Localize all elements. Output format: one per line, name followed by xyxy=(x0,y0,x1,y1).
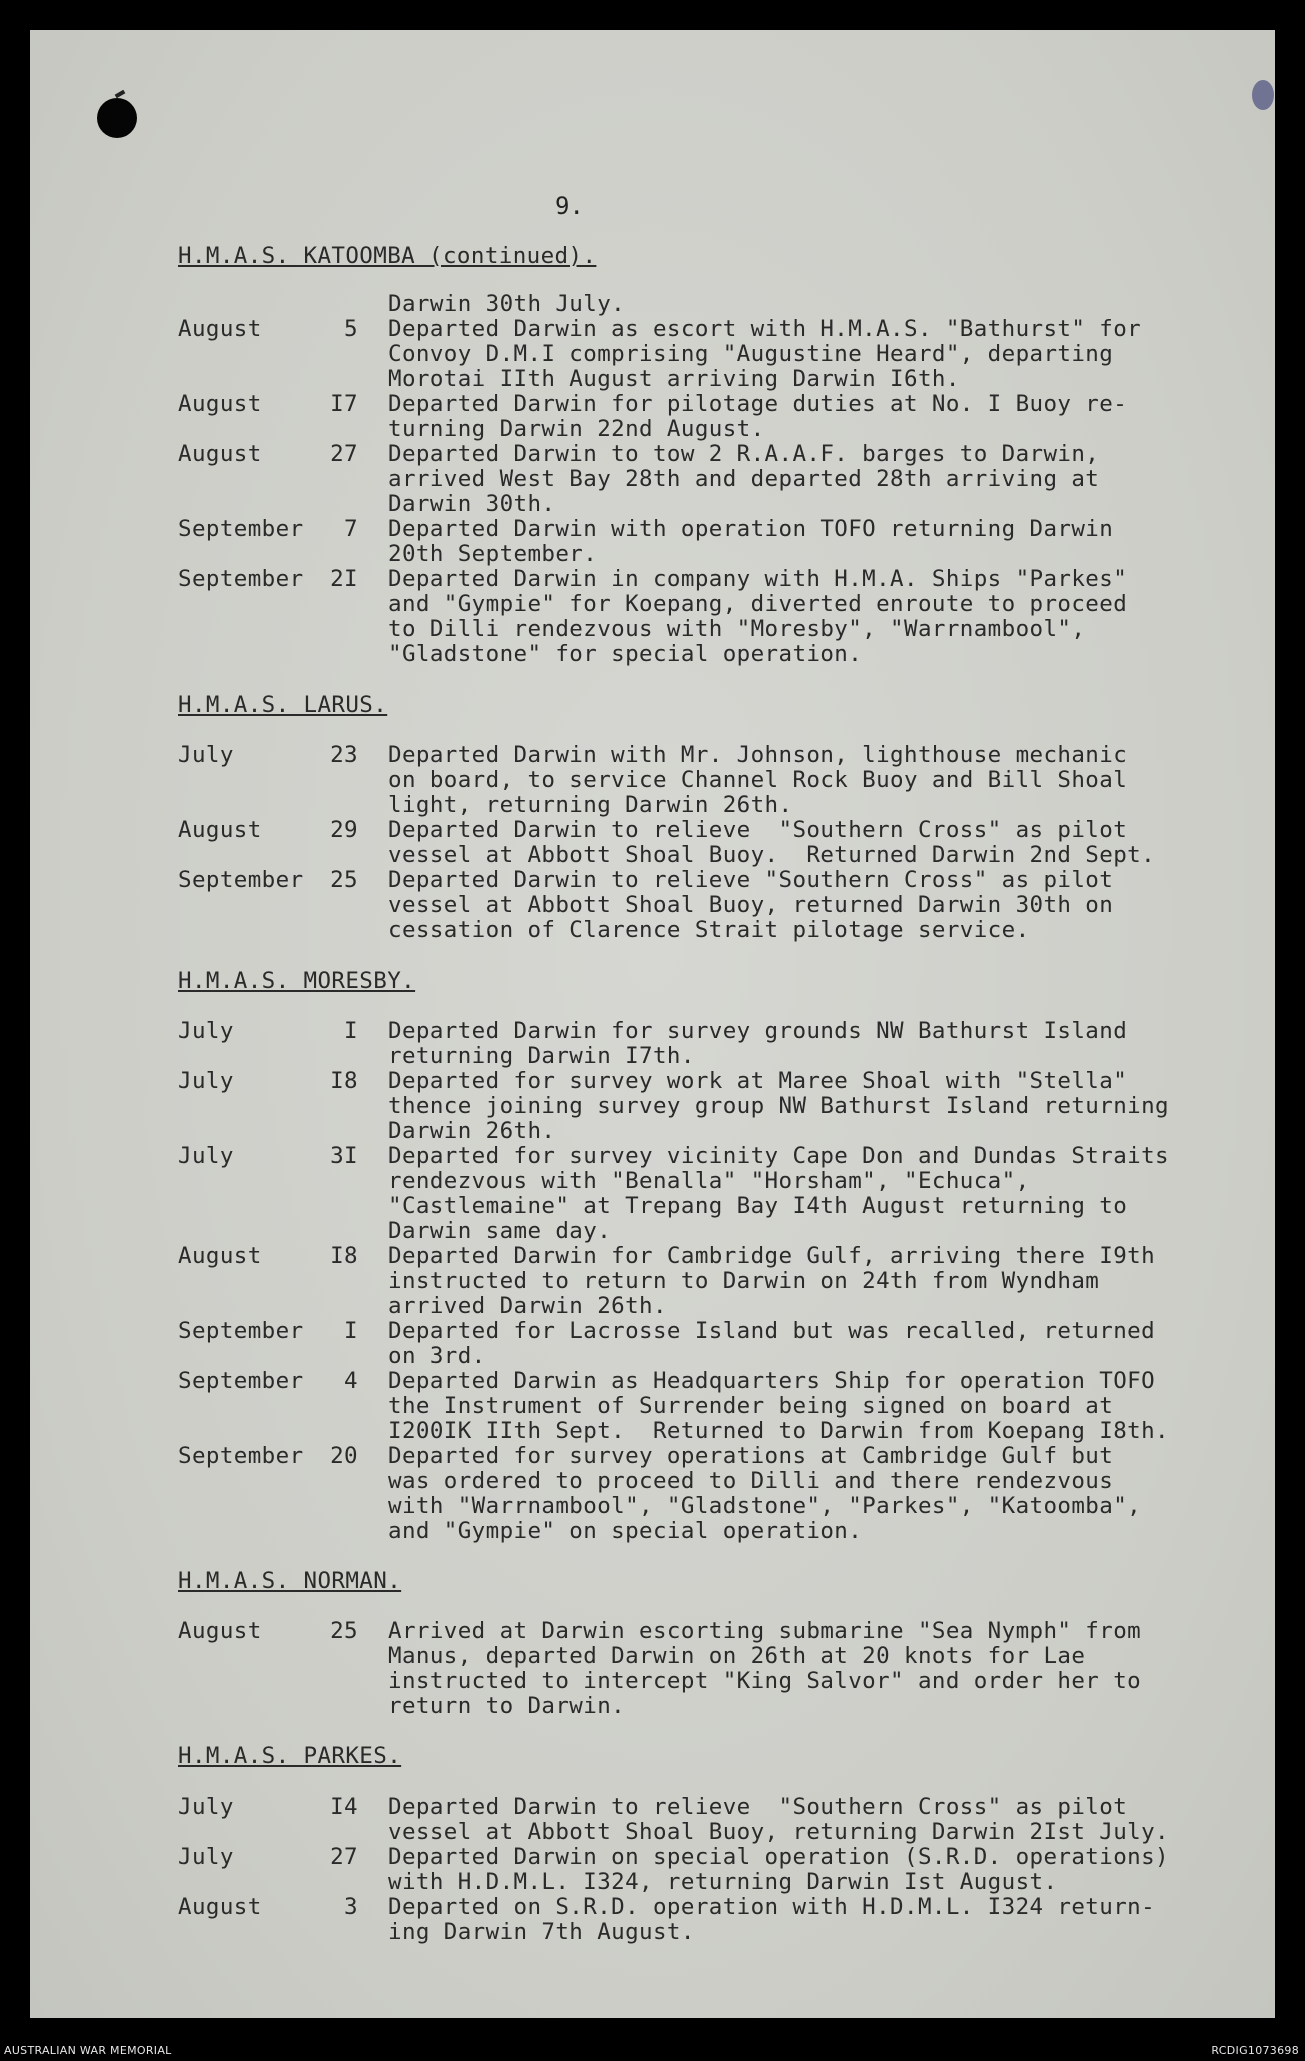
entry-day: 27 xyxy=(330,1844,358,1870)
entry-text: Departed for Lacrosse Island but was recalled, returned on 3rd. xyxy=(388,1318,1156,1369)
entry-day: 25 xyxy=(330,867,358,893)
entry-text: Departed Darwin for Cambridge Gulf, arriving there I9th instructed to return to Darwin on 24th from Wyndham arrived Darwin 26th. xyxy=(388,1243,1156,1319)
entry-text: Departed for survey work at Maree Shoal with "Stella" thence joining survey group NW Bathurst Island returning Darwin 26th. xyxy=(388,1068,1169,1144)
entry-text: Departed Darwin to relieve "Southern Cross" as pilot vessel at Abbott Shoal Buoy. Returned Darwin 2nd Sept. xyxy=(388,817,1156,868)
section-heading-moresby: H.M.A.S. MORESBY. xyxy=(178,968,416,994)
entry-month: September xyxy=(178,1368,304,1394)
entry-month: July xyxy=(178,1068,234,1094)
entry-text: Departed for survey vicinity Cape Don and Dundas Straits rendezvous with "Benalla" "Horsham", "Echuca", "Castlemaine" at Trepang Bay I4th August returning to Darwin same day. xyxy=(388,1143,1169,1244)
entry-month: September xyxy=(178,566,304,592)
footer-archive-name: AUSTRALIAN WAR MEMORIAL xyxy=(4,2044,172,2057)
entry-text: Departed Darwin with Mr. Johnson, lighthouse mechanic on board, to service Channel Rock Buoy and Bill Shoal light, returning Darwin 26th. xyxy=(388,742,1128,818)
section-heading-katoomba: H.M.A.S. KATOOMBA (continued). xyxy=(178,243,597,269)
entry-month: August xyxy=(178,441,262,467)
entry-text: Departed Darwin on special operation (S.R.D. operations) with H.D.M.L. I324, returning Darwin Ist August. xyxy=(388,1844,1169,1895)
entry-month: September xyxy=(178,516,304,542)
section-heading-norman: H.M.A.S. NORMAN. xyxy=(178,1568,402,1594)
entry-text: Departed Darwin for pilotage duties at No. I Buoy re- turning Darwin 22nd August. xyxy=(388,391,1128,442)
ink-spot xyxy=(1252,80,1274,110)
entry-month: September xyxy=(178,1318,304,1344)
entry-day: 2I xyxy=(330,566,358,592)
entry-month: August xyxy=(178,1894,262,1920)
entry-text: Departed Darwin to tow 2 R.A.A.F. barges to Darwin, arrived West Bay 28th and departed 28th arriving at Darwin 30th. xyxy=(388,441,1100,517)
entry-text: Departed on S.R.D. operation with H.D.M.L. I324 return- ing Darwin 7th August. xyxy=(388,1894,1156,1945)
page-number: 9. xyxy=(555,192,584,220)
entry-day: 5 xyxy=(344,316,358,342)
section-heading-larus: H.M.A.S. LARUS. xyxy=(178,692,388,718)
entry-month: July xyxy=(178,1018,234,1044)
entry-month: August xyxy=(178,391,262,417)
section-heading-parkes: H.M.A.S. PARKES. xyxy=(178,1743,402,1769)
entry-day: I8 xyxy=(330,1243,358,1269)
entry-day: 25 xyxy=(330,1618,358,1644)
entry-text: Darwin 30th July. xyxy=(388,291,626,317)
entry-day: I4 xyxy=(330,1794,358,1820)
entry-text: Departed Darwin as escort with H.M.A.S. "Bathurst" for Convoy D.M.I comprising "Augustine Heard", departing Morotai IIth August arriving Darwin I6th. xyxy=(388,316,1142,392)
entry-day: I xyxy=(344,1018,358,1044)
entry-text: Departed Darwin to relieve "Southern Cross" as pilot vessel at Abbott Shoal Buoy, returned Darwin 30th on cessation of Clarence Strait pilotage service. xyxy=(388,867,1114,943)
entry-day: I7 xyxy=(330,391,358,417)
entry-day: 4 xyxy=(344,1368,358,1394)
entry-month: July xyxy=(178,1143,234,1169)
entry-text: Arrived at Darwin escorting submarine "Sea Nymph" from Manus, departed Darwin on 26th at 20 knots for Lae instructed to intercept "King Salvor" and order her to return to Darwin. xyxy=(388,1618,1142,1719)
entry-day: 27 xyxy=(330,441,358,467)
entry-month: September xyxy=(178,867,304,893)
entry-month: July xyxy=(178,742,234,768)
entry-day: 3I xyxy=(330,1143,358,1169)
entry-month: July xyxy=(178,1794,234,1820)
entry-day: I xyxy=(344,1318,358,1344)
entry-text: Departed for survey operations at Cambridge Gulf but was ordered to proceed to Dilli and there rendezvous with "Warrnambool", "Gladstone", "Parkes", "Katoomba", and "Gympie" on special operation. xyxy=(388,1443,1142,1544)
punch-hole xyxy=(97,98,137,138)
entry-month: August xyxy=(178,1243,262,1269)
entry-day: 7 xyxy=(344,516,358,542)
entry-month: July xyxy=(178,1844,234,1870)
entry-text: Departed Darwin in company with H.M.A. Ships "Parkes" and "Gympie" for Koepang, diverted enroute to proceed to Dilli rendezvous with "Moresby", "Warrnambool", "Gladstone" for special operation. xyxy=(388,566,1128,667)
entry-month: August xyxy=(178,316,262,342)
entry-day: 20 xyxy=(330,1443,358,1469)
entry-day: 29 xyxy=(330,817,358,843)
entry-day: 3 xyxy=(344,1894,358,1920)
entry-day: 23 xyxy=(330,742,358,768)
entry-month: August xyxy=(178,1618,262,1644)
entry-text: Departed Darwin with operation TOFO returning Darwin 20th September. xyxy=(388,516,1114,567)
entry-month: September xyxy=(178,1443,304,1469)
entry-day: I8 xyxy=(330,1068,358,1094)
entry-text: Departed Darwin to relieve "Southern Cross" as pilot vessel at Abbott Shoal Buoy, returning Darwin 2Ist July. xyxy=(388,1794,1169,1845)
entry-text: Departed Darwin as Headquarters Ship for operation TOFO the Instrument of Surrender being signed on board at I200IK IIth Sept. Returned to Darwin from Koepang I8th. xyxy=(388,1368,1169,1444)
entry-month: August xyxy=(178,817,262,843)
footer-record-id: RCDIG1073698 xyxy=(1211,2044,1299,2057)
entry-text: Departed Darwin for survey grounds NW Bathurst Island returning Darwin I7th. xyxy=(388,1018,1128,1069)
